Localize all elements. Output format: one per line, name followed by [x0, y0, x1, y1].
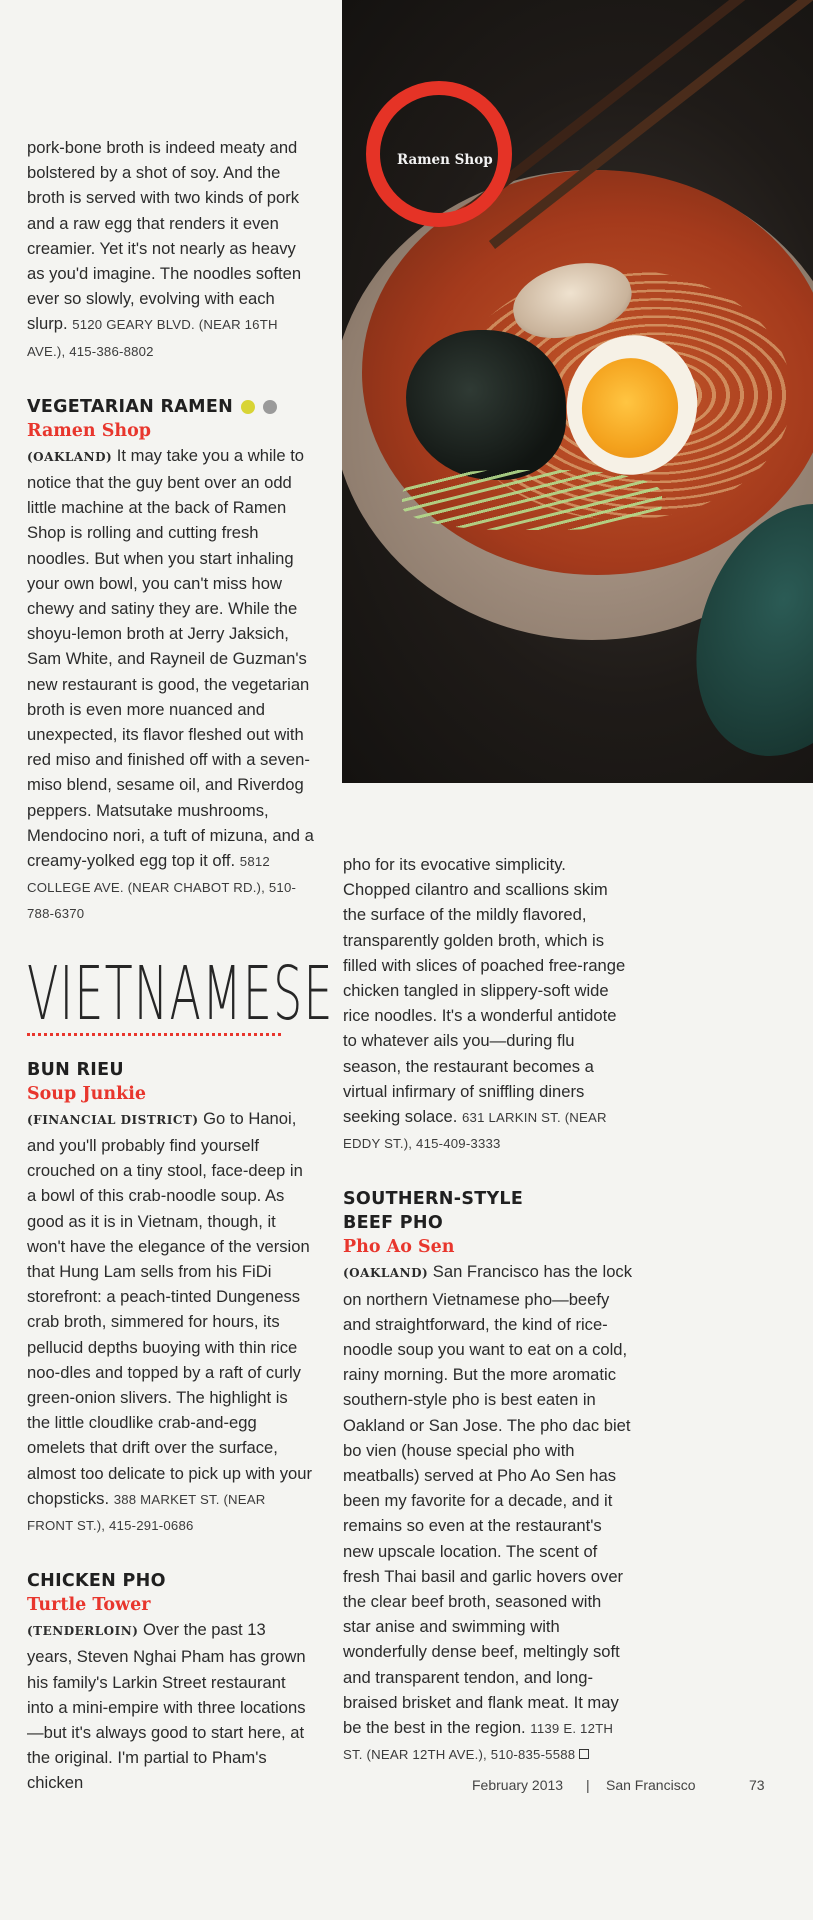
- section-header: [27, 950, 334, 1037]
- dish-name: VEGETARIAN RAMEN: [27, 395, 315, 419]
- review-address: 388 MARKET ST. (NEAR FRONT ST.), 415-291-0686: [27, 1491, 266, 1533]
- dish-name: CHICKEN PHO: [27, 1571, 166, 1592]
- dish-name-line-2: BEEF PHO: [343, 1213, 444, 1234]
- review-address: 1139 E. 12TH ST. (NEAR 12TH AVE.), 510-835-5588: [343, 1721, 614, 1763]
- publication-date: February 2013: [472, 1777, 564, 1793]
- review-bun-rieu: [27, 1058, 315, 1538]
- restaurant-name: Soup Junkie: [27, 1083, 146, 1104]
- footer-separator: |: [586, 1777, 590, 1793]
- restaurant-name: Ramen Shop: [27, 420, 152, 441]
- dish-name: BUN RIEU: [27, 1059, 124, 1080]
- scallions: [402, 470, 662, 530]
- rating-dot-icon: [241, 400, 255, 414]
- intro-text: pork-bone broth is indeed meaty and bolstered by a shot of soy. And the broth is served with two kinds of pork and a raw egg that renders it even creamier. Yet it's not nearly as heavy as you'd imagine. The noodles soften ever so slowly, evolving with each slurp. 5120 GEARY BLVD. (NEAR 16TH AVE.), 415-386-8802: [27, 138, 302, 359]
- review-text: (TENDERLOIN) Over the past 13 years, Steven Nghai Pham has grown his family's Larkin Street restaurant into a mini-empire with three locations—but it's always good to start here, at the original. I'm partial to Pham's chicken: [27, 1620, 306, 1793]
- right-column: [343, 852, 633, 1768]
- review-text: (OAKLAND) San Francisco has the lock on northern Vietnamese pho—beefy and straightforward, the kind of rice-noodle soup you want to eat on a cold, rainy morning. But the more aromatic southern-style pho is best eaten in Oakland or San Jose. The pho dac biet bo vien (house special pho with meatballs) served at Pho Ao Sen has been my favorite for a decade, and it remains so even at the restaurant's new upscale location. The scent of fresh Thai basil and garlic hovers over the clear beef broth, seasoned with star anise and swimming with wonderfully dense beef, meltingly soft and transparent tendon, and long-braised brisket and flank meat. It may be the best in the region. 1139 E. 12TH ST. (NEAR 12TH AVE.), 510-835-5588: [343, 1262, 633, 1763]
- review-text-continued: pho for its evocative simplicity. Chopped cilantro and scallions skim the surface of the mildly flavored, transparently golden broth, which is filled with slices of poached free-range chicken tangled in slippery-soft wide rice noodles. It's a wonderful antidote to whatever ails you—during flu season, the restaurant becomes a virtual infirmary of sniffling diners seeking solace. 631 LARKIN ST. (NEAR EDDY ST.), 415-409-3333: [343, 855, 626, 1152]
- section-title: VIETNAMESE: [27, 950, 334, 1037]
- publication-name: San Francisco: [606, 1777, 696, 1793]
- restaurant-name: Pho Ao Sen: [343, 1237, 455, 1258]
- rating-dot-icon: [263, 400, 277, 414]
- dish-name-line-1: SOUTHERN-STYLE: [343, 1189, 524, 1210]
- page-number: 73: [749, 1777, 765, 1793]
- review-address: 631 LARKIN ST. (NEAR EDDY ST.), 415-409-3333: [343, 1110, 607, 1152]
- end-mark-icon: [579, 1749, 589, 1759]
- review-vegetarian-ramen: [27, 395, 315, 927]
- review-text: (FINANCIAL DISTRICT) Go to Hanoi, and you'll probably find yourself crouched on a tiny stool, face-deep in a bowl of this crab-noodle soup. As good as it is in Vietnam, though, it won't have the elegance of the version that Hung Lam sells from his FiDi storefront: a peach-tinted Dungeness crab broth, simmered for hours, its pellucid depths buoying with thin rice noo-dles and topped by a raft of curly green-onion slivers. The highlight is the little cloudlike crab-and-egg omelets that drift over the surface, almost too delicate to pick up with your chopsticks. 388 MARKET ST. (NEAR FRONT ST.), 415-291-0686: [27, 1108, 313, 1533]
- left-column: [27, 135, 334, 1796]
- restaurant-name: Turtle Tower: [27, 1595, 151, 1616]
- review-address: 5812 COLLEGE AVE. (NEAR CHABOT RD.), 510-788-6370: [27, 854, 297, 922]
- review-southern-style-beef-pho: [343, 1187, 633, 1767]
- intro-address: 5120 GEARY BLVD. (NEAR 16TH AVE.), 415-386-8802: [27, 317, 278, 359]
- photo-callout-label: Ramen Shop: [397, 152, 493, 168]
- review-text: (OAKLAND) It may take you a while to notice that the guy bent over an odd little machine at the back of Ramen Shop is rolling and cutting fresh noodles. But when you start inhaling your own bowl, you can't miss how chewy and satiny they are. While the shoyu-lemon broth at Jerry Jaksich, Sam White, and Rayneil de Guzman's new restaurant is good, the vegetarian broth is even more nuanced and unexpected, its flavor fleshed out with red miso and finished off with a seven-miso blend, sesame oil, and Riverdog peppers. Matsutake mushrooms, Mendocino nori, a tuft of mizuna, and a creamy-yolked egg top it off. 5812 COLLEGE AVE. (NEAR CHABOT RD.), 510-788-6370: [27, 445, 314, 922]
- review-chicken-pho: [27, 1569, 315, 1795]
